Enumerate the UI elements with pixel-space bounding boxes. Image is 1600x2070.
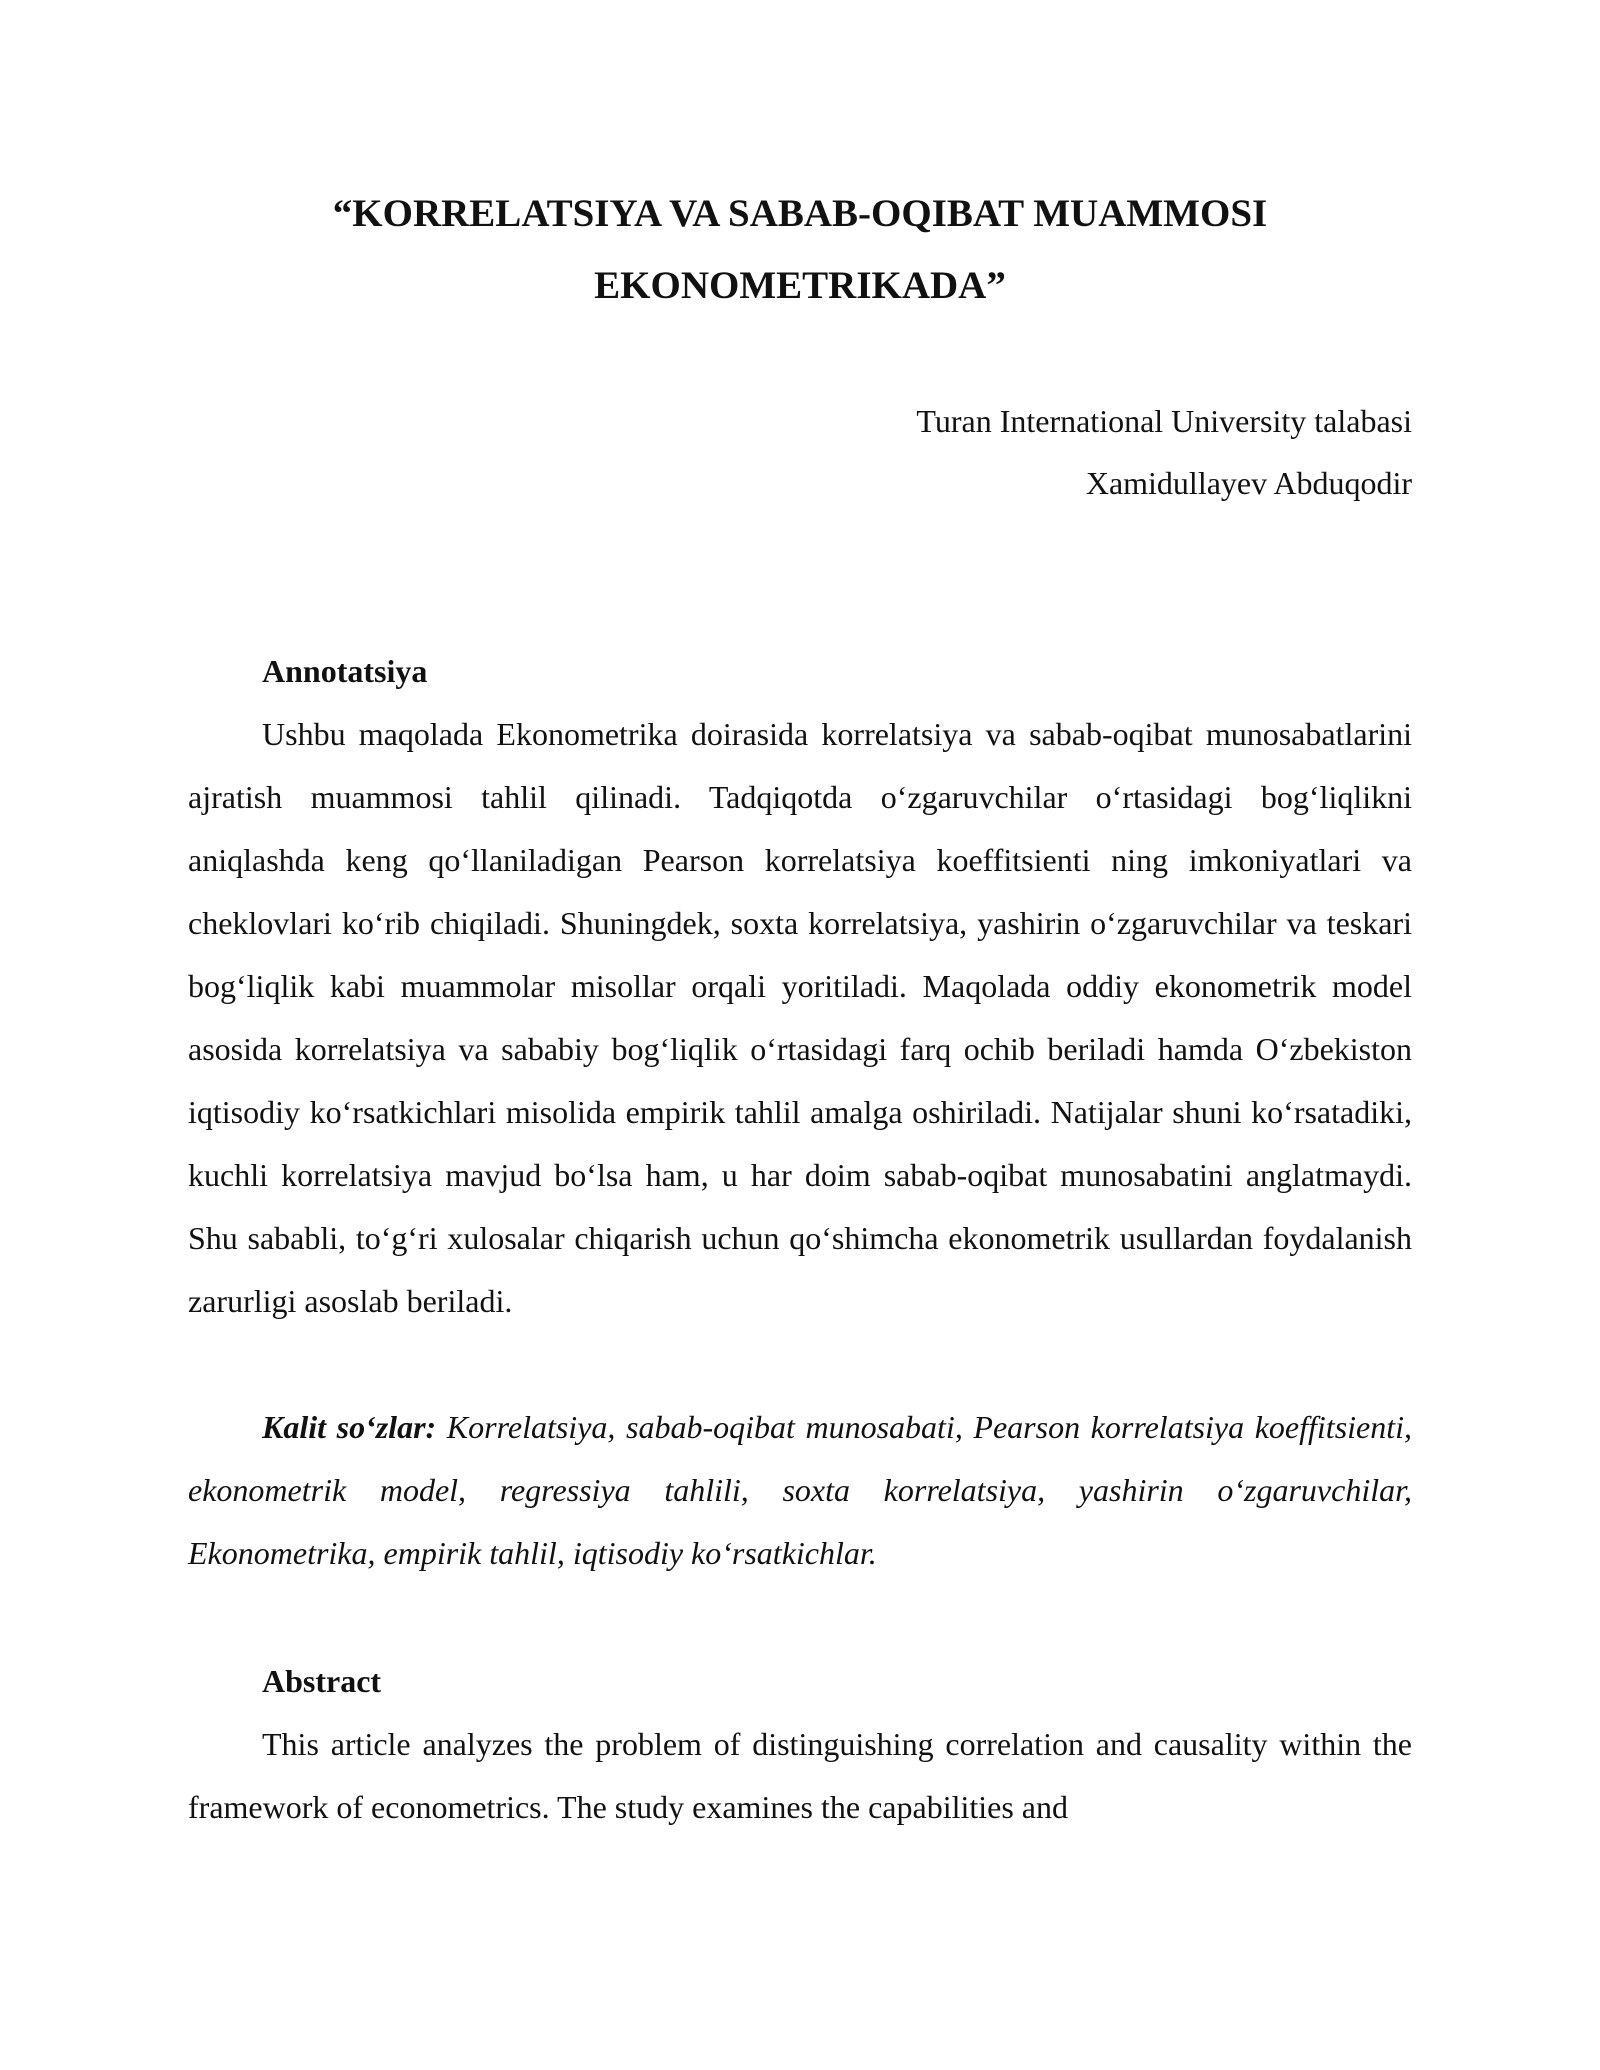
paper-title-line-2: EKONOMETRIKADA” — [594, 264, 1006, 307]
abstract-paragraph: This article analyzes the problem of distinguishing correlation and causality within the framework of econometrics. The study examines the capabilities and — [188, 1726, 1412, 1825]
paper-title-line-1: “KORRELATSIYA VA SABAB-OQIBAT MUAMMOSI — [332, 192, 1268, 235]
keywords-paragraph — [188, 1396, 1412, 1585]
author-affiliation: Turan International University talabasi — [916, 403, 1412, 439]
keywords-text: Korrelatsiya, sabab-oqibat munosabati, Pearson korrelatsiya koeffitsienti, ekonometrik model, regressiya tahlili, soxta korrelatsiya, yashirin o‘zgaruvchilar, Ekonometrika, empirik tahlil, iqtisodiy ko‘rsatkichlar. — [188, 1409, 1413, 1571]
annotation-paragraph: Ushbu maqolada Ekonometrika doirasida korrelatsiya va sabab-oqibat munosabatlarini ajratish muammosi tahlil qilinadi. Tadqiqotda o‘zgaruvchilar o‘rtasidagi bog‘liqlikni aniqlashda keng qo‘llaniladigan Pearson korrelatsiya koeffitsienti ning imkoniyatlari va cheklovlari ko‘rib chiqiladi. Shuningdek, soxta korrelatsiya, yashirin o‘zgaruvchilar va teskari bog‘liqlik kabi muammolar misollar orqali yoritiladi. Maqolada oddiy ekonometrik model asosida korrelatsiya va sababiy bog‘liqlik o‘rtasidagi farq ochib beriladi hamda O‘zbekiston iqtisodiy ko‘rsatkichlari misolida empirik tahlil amalga oshiriladi. Natijalar shuni ko‘rsatadiki, kuchli korrelatsiya mavjud bo‘lsa ham, u har doim sabab-oqibat munosabatini anglatmaydi. Shu sababli, to‘g‘ri xulosalar chiqarish uchun qo‘shimcha ekonometrik usullardan foydalanish zarurligi asoslab beriladi. — [188, 716, 1412, 1319]
author-name: Xamidullayev Abduqodir — [1085, 465, 1412, 501]
annotation-heading: Annotatsiya — [262, 653, 428, 689]
paper-title — [188, 178, 1412, 322]
author-block — [512, 390, 1412, 514]
abstract-heading: Abstract — [262, 1663, 382, 1699]
keywords-label: Kalit so‘zlar: — [262, 1409, 437, 1445]
